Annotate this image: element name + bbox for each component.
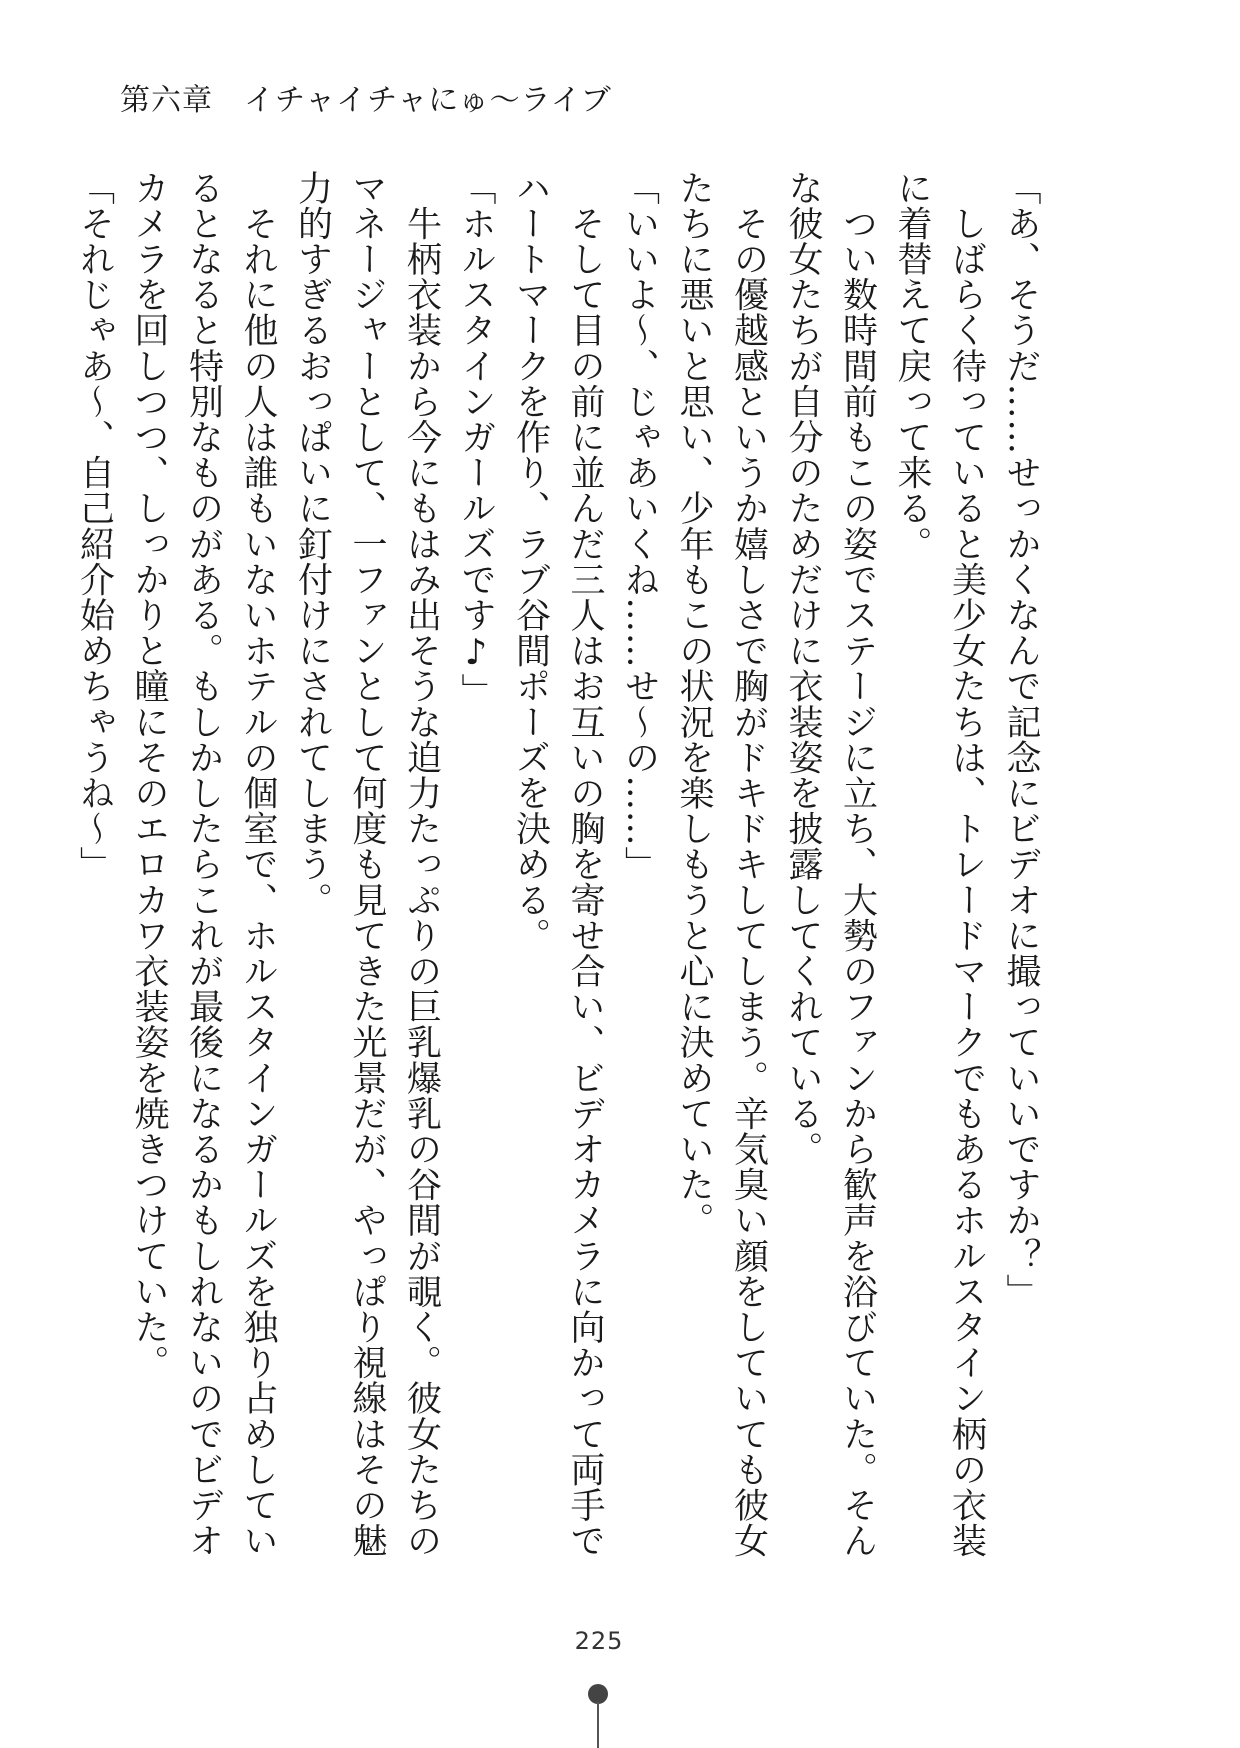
paragraph: つい数時間前もこの姿でステージに立ち、大勢のファンから歓声を浴びていた。そんな彼女たちが自分のためだけに衣装姿を披露してくれている。 [783, 170, 878, 1559]
paragraph: 「いいよ～、じゃあいくね……せ～の……」 [619, 170, 660, 882]
paragraph: そして目の前に並んだ三人はお互いの胸を寄せ合い、ビデオカメラに向かって両手でハートマークを作り、ラブ谷間ポーズを決める。 [510, 170, 605, 1559]
paragraph: 牛柄衣装から今にもはみ出そうな迫力たっぷりの巨乳爆乳の谷間が覗く。彼女たちのマネージャーとして、一ファンとして何度も見てきた光景だが、やっぱり視線はその魅力的すぎるおっぱいに釘付けにされてしまう。 [292, 170, 442, 1559]
paragraph: 「それじゃあ～、自己紹介始めちゃうね～」 [74, 170, 115, 882]
paragraph: その優越感というか嬉しさで胸がドキドキしてしまう。辛気臭い顔をしていても彼女たちに悪いと思い、少年もこの状況を楽しもうと心に決めていた。 [674, 170, 769, 1559]
paragraph: しばらく待っていると美少女たちは、トレードマークでもあるホルスタイン柄の衣装に着替えて戻って来る。 [892, 170, 987, 1559]
body-text [74, 170, 1048, 1560]
chapter-title: 第六章 イチャイチャにゅ～ライブ [120, 83, 612, 118]
paragraph: それに他の人は誰もいないホテルの個室で、ホルスタインガールズを独り占めしているとなると特別なものがある。もしかしたらこれが最後になるかもしれないのでビデオカメラを回しつつ、しっかりと瞳にそのエロカワ衣装姿を焼きつけていた。 [129, 170, 278, 1559]
folio-dot [588, 1684, 608, 1704]
page-number: 225 [574, 1627, 624, 1655]
folio-line [597, 1702, 599, 1748]
paragraph: 「あ、そうだ……せっかくなんで記念にビデオに撮っていいですか？」 [1001, 170, 1041, 1310]
paragraph: 「ホルスタインガールズです♪」 [456, 170, 496, 709]
